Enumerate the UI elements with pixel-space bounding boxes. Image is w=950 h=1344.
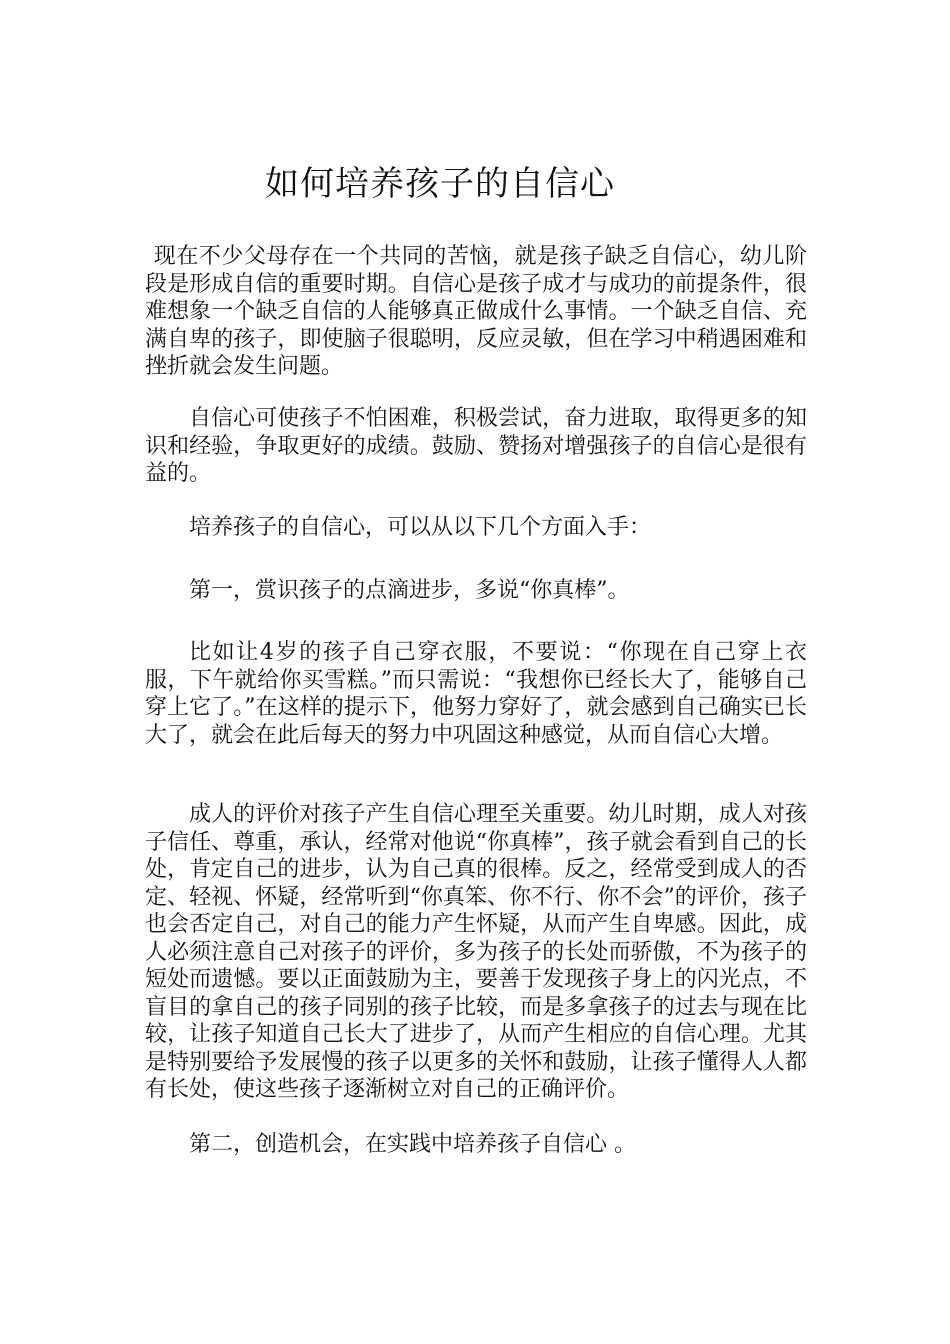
paragraph-second-point: 第二，创造机会，在实践中培养孩子自信心 。	[189, 1132, 636, 1157]
document-title: 如何培养孩子的自信心	[265, 164, 615, 204]
paragraph-adult-evaluation: 成人的评价对孩子产生自信心理至关重要。幼儿时期，成人对孩子信任、尊重，承认，经常对他说“你真棒”，孩子就会看到自己的长处，肯定自己的进步，认为自己真的很棒。反之，经常受到成人的否定、轻视、怀疑，经常听到“你真笨、你不行、你不会”的评价，孩子也会否定自己，对自己的能力产生怀疑，从而产生自卑感。因此，成人必须注意自己对孩子的评价，多为孩子的长处而骄傲，不为孩子的短处而遗憾。要以正面鼓励为主，要善于发现孩子身上的闪光点，不盲目的拿自己的孩子同别的孩子比较，而是多拿孩子的过去与现在比较，让孩子知道自己长大了进步了，从而产生相应的自信心理。尤其是特别要给予发展慢的孩子以更多的关怀和鼓励，让孩子懂得人人都有长处，使这些孩子逐渐树立对自己的正确评价。	[145, 802, 807, 1102]
paragraph-first-point: 第一，赏识孩子的点滴进步，多说“你真棒”。	[189, 578, 630, 603]
paragraph-intro: 现在不少父母存在一个共同的苦恼，就是孩子缺乏自信心，幼儿阶段是形成自信的重要时期。自信心是孩子成才与成功的前提条件，很难想象一个缺乏自信的人能够真正做成什么事情。一个缺乏自信、充满自卑的孩子，即使脑子很聪明，反应灵敏，但在学习中稍遇困难和挫折就会发生问题。	[145, 244, 807, 379]
paragraph-example: 比如让4岁的孩子自己穿衣服，不要说：“你现在自己穿上衣服，下午就给你买雪糕。”而只需说：“我想你已经长大了，能够自己穿上它了。”在这样的提示下，他努力穿好了，就会感到自己确实已长大了，就会在此后每天的努力中巩固这种感觉，从而自信心大增。	[145, 640, 807, 748]
paragraph-methods-intro: 培养孩子的自信心，可以从以下几个方面入手：	[189, 515, 652, 540]
paragraph-confidence-benefits: 自信心可使孩子不怕困难，积极尝试，奋力进取，取得更多的知识和经验，争取更好的成绩。鼓励、赞扬对增强孩子的自信心是很有益的。	[145, 406, 807, 486]
